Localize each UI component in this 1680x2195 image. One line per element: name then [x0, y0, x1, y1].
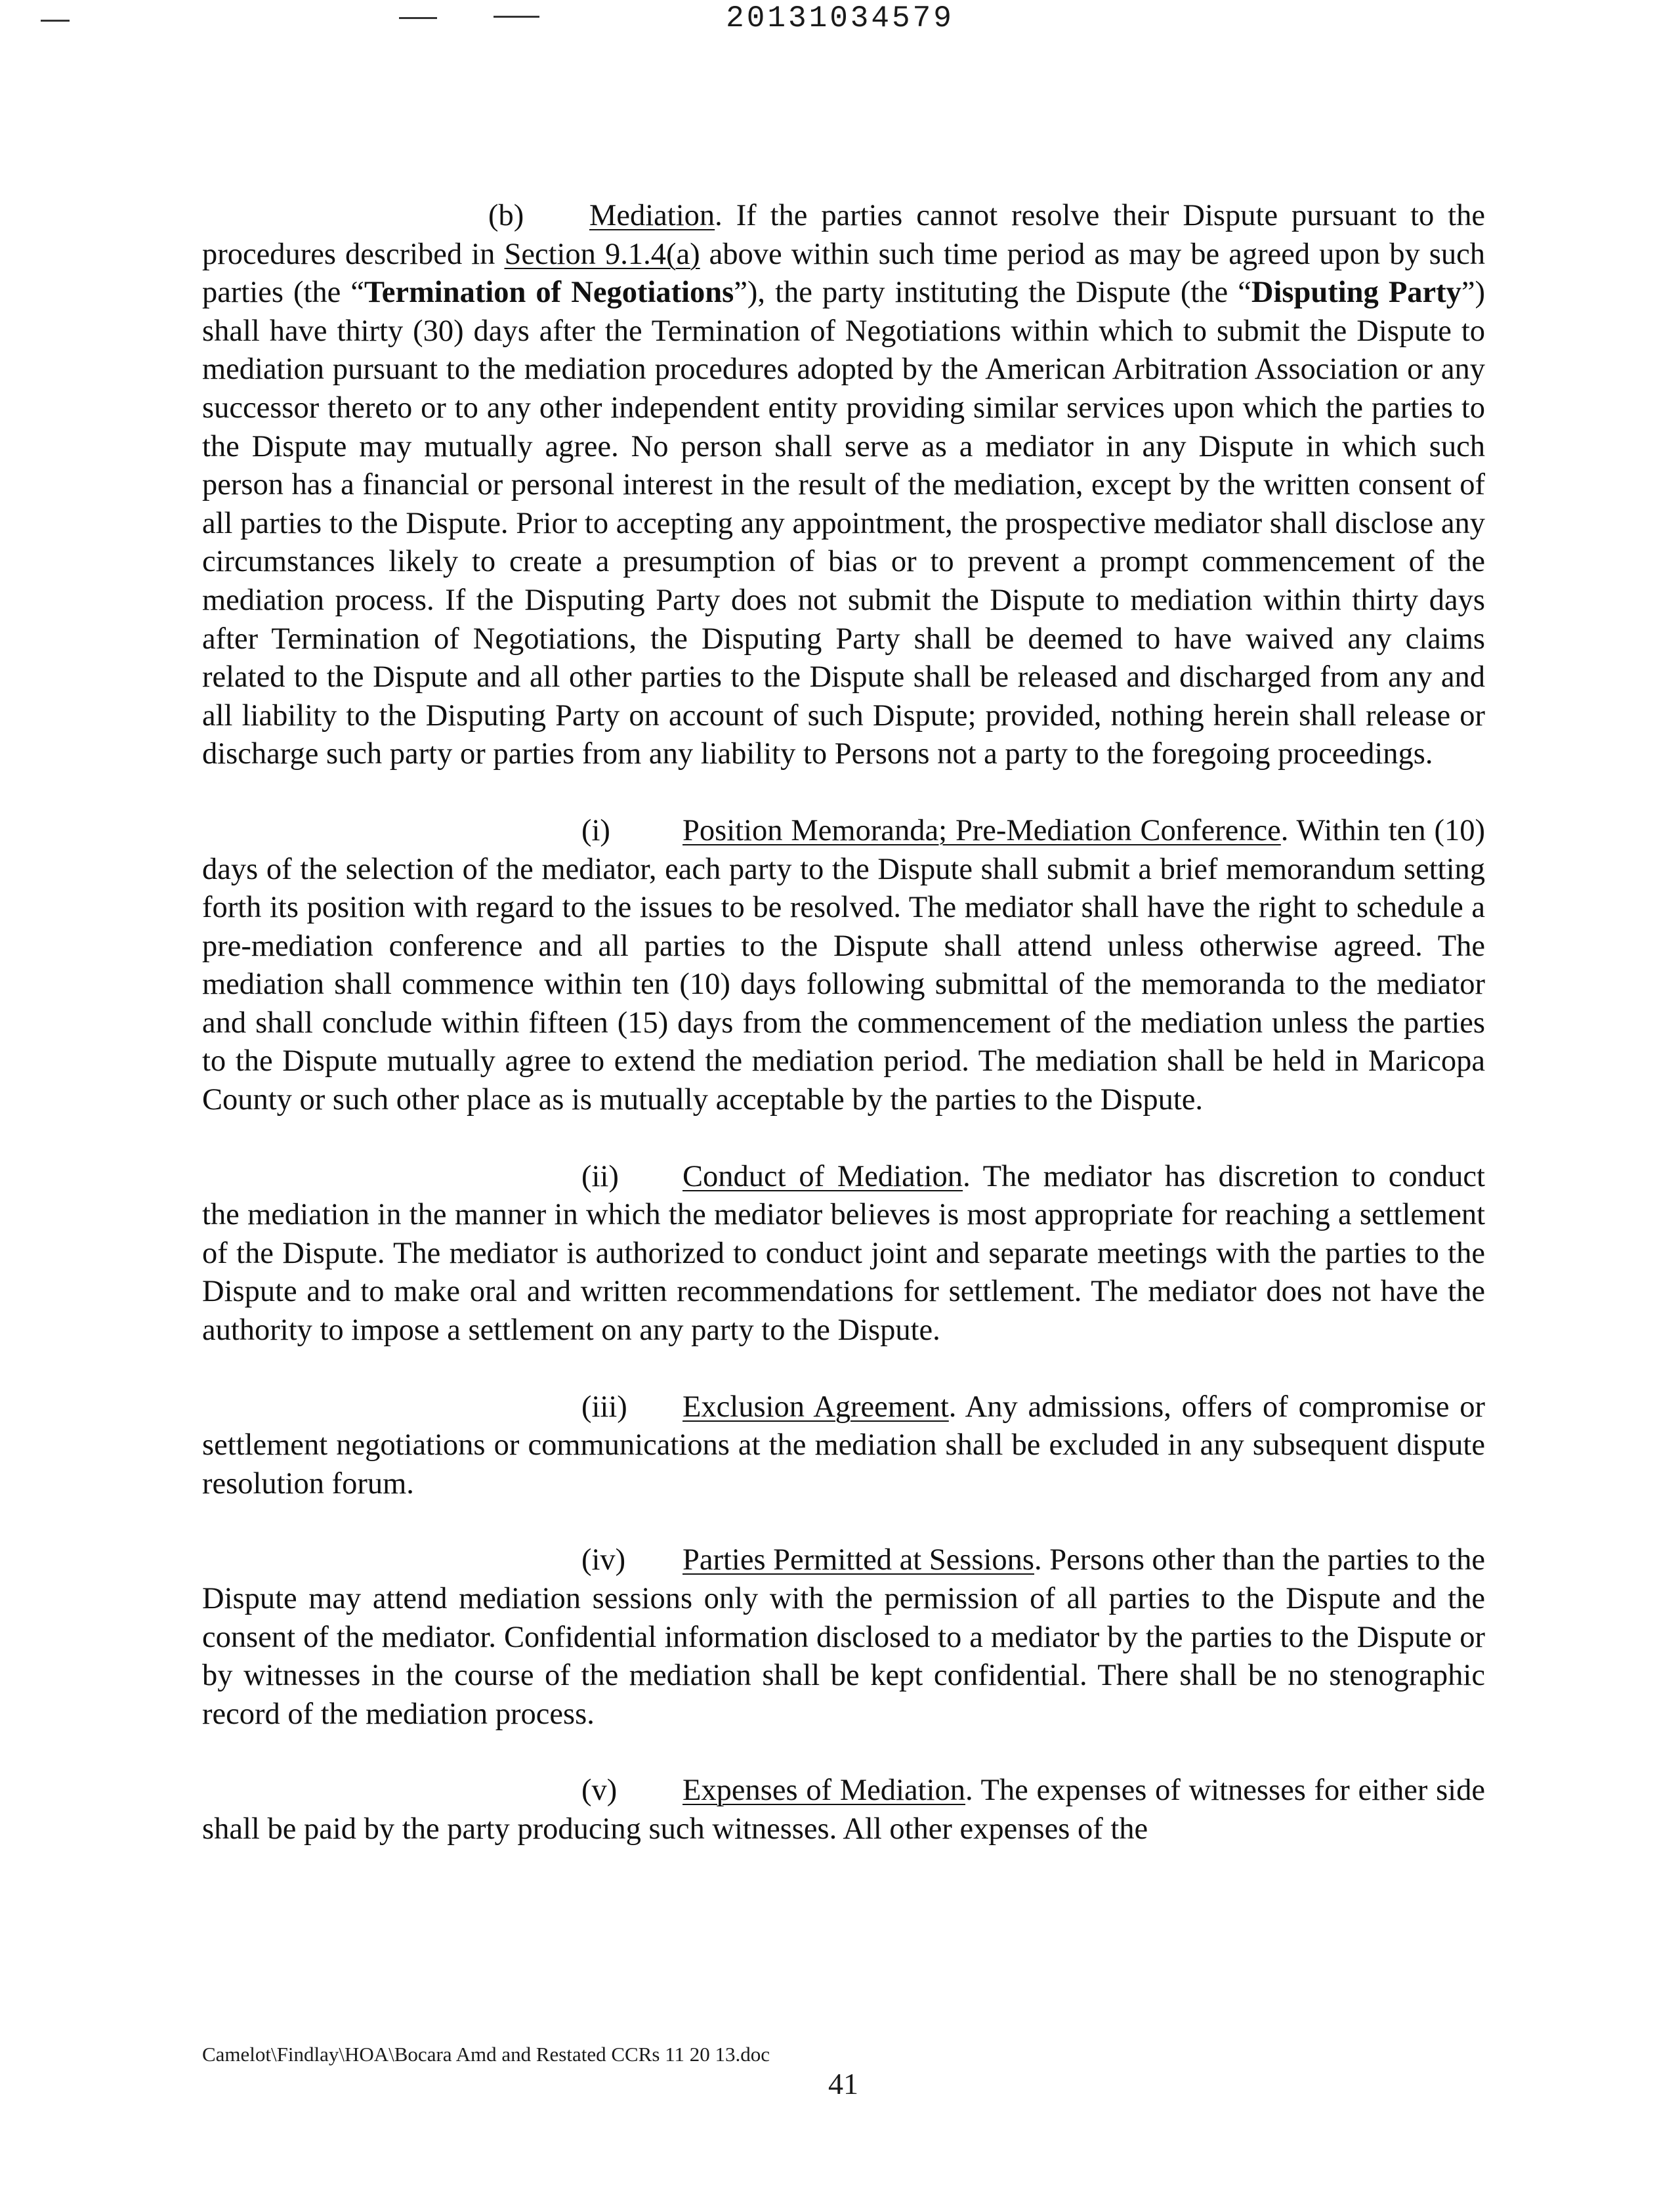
subsection-marker: (iii) [581, 1390, 627, 1424]
section-reference: Section 9.1.4(a) [504, 237, 700, 271]
section-b-text: ”) shall have thirty (30) days after the Termination of Negotiations within which to submit the Dispute to mediation pursuant to the mediation procedures adopted by the American Arbitration Association or any successor thereto or to any other independent entity providing similar services upon which the parties to the Dispute may mutually agree. No person shall serve as a mediator in any Dispute in which such person has a financial or personal interest in the result of the mediation, except by the written consent of all parties to the Dispute. Prior to accepting any appointment, the prospective mediator shall disclose any circumstances likely to create a presumption of bias or to prevent a prompt commencement of the mediation process. If the Disputing Party does not submit the Dispute to mediation within thirty days after Termination of Negotiations, the Disputing Party shall be deemed to have waived any claims related to the Dispute and all other parties to the Dispute shall be released and discharged from any and all liability to the Disputing Party on account of such Dispute; provided, nothing herein shall release or discharge such party or parties from any liability to Persons not a party to the foregoing proceedings. [202, 276, 1485, 771]
subsection-title: Conduct of Mediation [682, 1159, 963, 1193]
subsection-text: . The expenses of witnesses for either side shall be paid by the party producing such witnesses. All other expenses of the [202, 1774, 1485, 1846]
subsection-title: Parties Permitted at Sessions [682, 1543, 1034, 1577]
subsection-title: Exclusion Agreement [682, 1390, 949, 1424]
subsection-paragraph [202, 1772, 1485, 1848]
document-body [202, 197, 1485, 1849]
footer-file-path: Camelot\Findlay\HOA\Bocara Amd and Restated CCRs 11 20 13.doc [202, 2043, 770, 2066]
subsection-title: Expenses of Mediation [682, 1774, 965, 1808]
recording-number: 20131034579 [726, 1, 954, 35]
subsection-text: . Any admissions, offers of compromise or settlement negotiations or communications at the mediation shall be excluded in any subsequent dispute resolution forum. [202, 1390, 1486, 1501]
section-b-marker: (b) [488, 199, 524, 232]
defined-term: Disputing Party [1251, 276, 1461, 310]
subsection-marker: (v) [581, 1774, 618, 1808]
subsection-paragraph [202, 1388, 1485, 1504]
subsection-paragraph [202, 1541, 1485, 1734]
section-b-text: . If the parties cannot resolve their Dispute pursuant to the procedures described in [202, 199, 1485, 271]
page-number: 41 [828, 2067, 858, 2100]
subsection-marker: (ii) [581, 1159, 619, 1193]
subsection-paragraph [202, 1158, 1485, 1350]
section-b-text: above within such time period as may be agreed upon by such parties (the “ [202, 237, 1485, 310]
subsection-marker: (iv) [581, 1543, 626, 1577]
subsection-text: . Persons other than the parties to the Dispute may attend mediation sessions only with the permission of all parties to the Dispute and the consent of the mediator. Confidential information disclosed to a mediator by the parties to the Dispute or by witnesses in the course of the mediation shall be kept confidential. There shall be no stenographic record of the mediation process. [202, 1543, 1486, 1731]
defined-term: Termination of Negotiations [364, 276, 734, 310]
section-b-title: Mediation [589, 199, 715, 232]
section-b-text: ”), the party instituting the Dispute (the “ [734, 276, 1251, 310]
subsection-title: Position Memoranda; Pre-Mediation Conference [682, 813, 1281, 847]
subsection-text: . Within ten (10) days of the selection of the mediator, each party to the Dispute shall submit a brief memorandum setting forth its position with regard to the issues to be resolved. The mediator shall have the right to schedule a pre-mediation conference and all parties to the Dispute shall attend unless otherwise agreed. The mediation shall commence within ten (10) days following submittal of the memoranda to the mediator and shall conclude within fifteen (15) days from the commencement of the mediation unless the parties to the Dispute mutually agree to extend the mediation period. The mediation shall be held in Maricopa County or such other place as is mutually acceptable by the parties to the Dispute. [202, 813, 1485, 1117]
subsection-text: . The mediator has discretion to conduct the mediation in the manner in which the mediator believes is most appropriate for reaching a settlement of the Dispute. The mediator is authorized to conduct joint and separate meetings with the parties to the Dispute and to make oral and written recommendations for settlement. The mediator does not have the authority to impose a settlement on any party to the Dispute. [202, 1159, 1485, 1348]
section-b-paragraph [202, 197, 1485, 774]
subsection-marker: (i) [581, 813, 610, 847]
subsection-paragraph [202, 812, 1485, 1120]
